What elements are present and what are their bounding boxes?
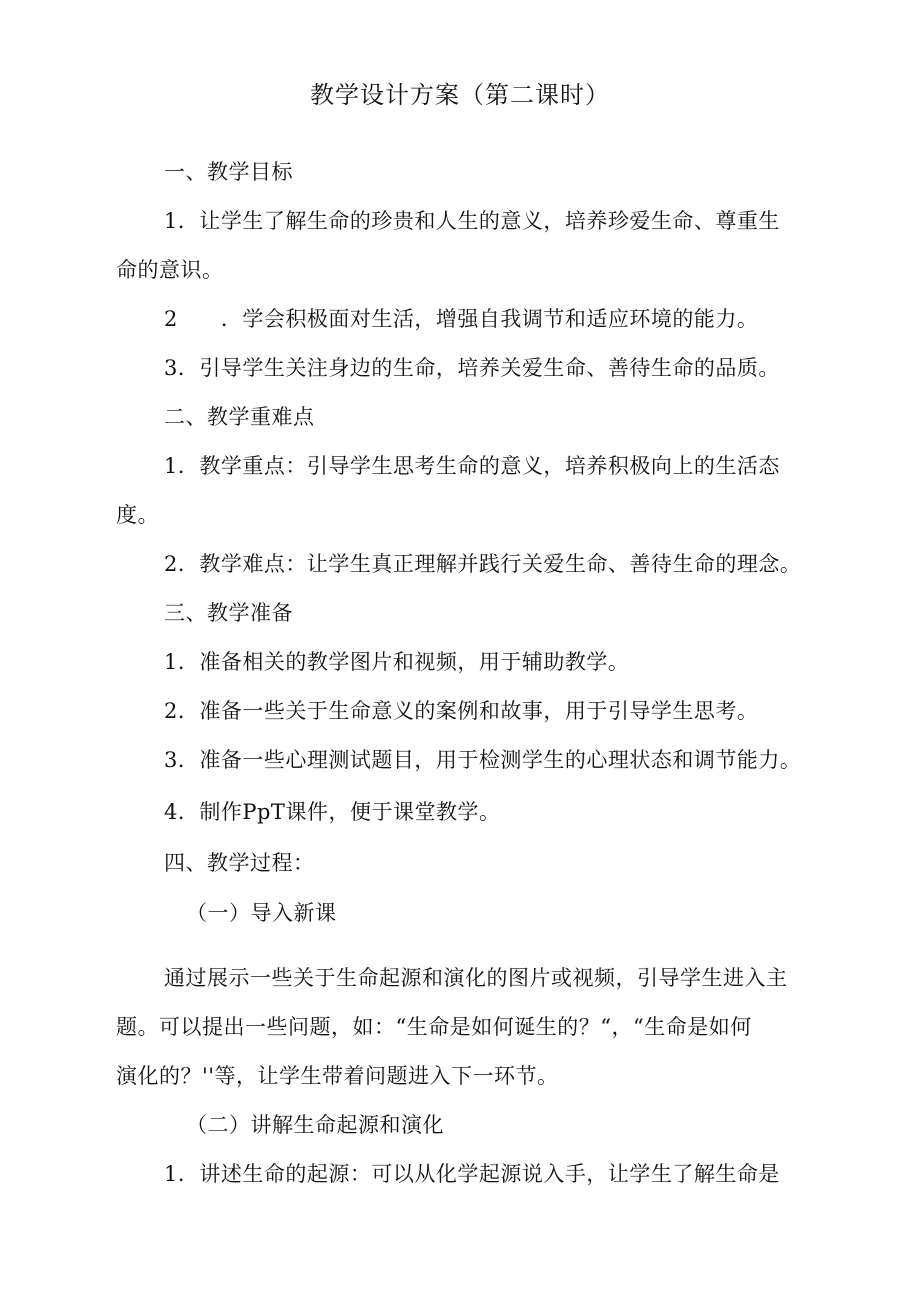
goal-item-1-line-1: 1．让学生了解生命的珍贵和人生的意义，培养珍爱生命、尊重生 <box>164 209 780 233</box>
intro-paragraph-line-2: 题。可以提出一些问题，如：“生命是如何诞生的？“，“生命是如何 <box>116 1015 752 1039</box>
goal-item-3: 3．引导学生关注身边的生命，培养关爱生命、善待生命的品质。 <box>164 356 780 380</box>
goal-item-1-line-2: 命的意识。 <box>116 258 224 282</box>
prep-item-3: 3．准备一些心理测试题目，用于检测学生的心理状态和调节能力。 <box>164 748 802 772</box>
prep-item-4: 4．制作PpT课件，便于课堂教学。 <box>164 800 501 824</box>
goal-item-2: 2 ．学会积极面对生活，增强自我调节和适应环境的能力。 <box>164 307 759 331</box>
subsection-heading-intro: （一）导入新课 <box>186 901 337 925</box>
subsection-heading-origin: （二）讲解生命起源和演化 <box>186 1113 444 1137</box>
prep-item-2: 2．准备一些关于生命意义的案例和故事，用于引导学生思考。 <box>164 699 759 723</box>
section-heading-goals: 一、教学目标 <box>164 160 293 184</box>
origin-item-1: 1．讲述生命的起源：可以从化学起源说入手，让学生了解生命是 <box>164 1162 780 1186</box>
key-point-2: 2．教学难点：让学生真正理解并践行关爱生命、善待生命的理念。 <box>164 552 802 576</box>
section-heading-process: 四、教学过程： <box>164 851 315 875</box>
section-heading-key-points: 二、教学重难点 <box>164 405 315 429</box>
intro-paragraph-line-3: 演化的？''等，让学生带着问题进入下一环节。 <box>116 1064 559 1088</box>
key-point-1-line-1: 1．教学重点：引导学生思考生命的意义，培养积极向上的生活态 <box>164 454 780 478</box>
document-title: 教学设计方案（第二课时） <box>310 81 610 109</box>
prep-item-1: 1．准备相关的教学图片和视频，用于辅助教学。 <box>164 650 630 674</box>
section-heading-preparation: 三、教学准备 <box>164 601 293 625</box>
key-point-1-line-2: 度。 <box>116 503 159 527</box>
intro-paragraph-line-1: 通过展示一些关于生命起源和演化的图片或视频，引导学生进入主 <box>164 966 788 990</box>
